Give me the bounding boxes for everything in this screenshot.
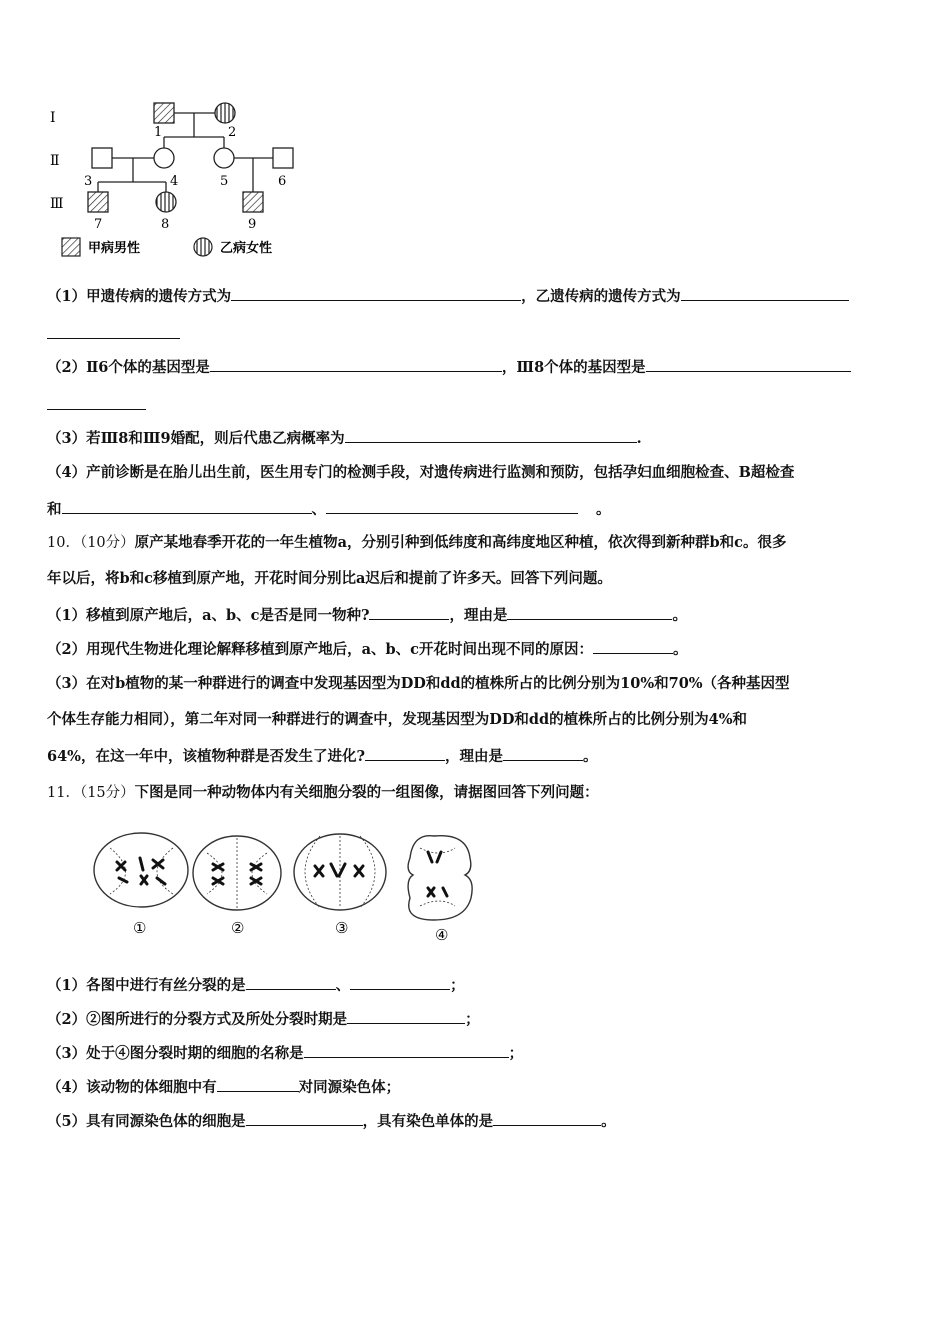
individual-6	[273, 148, 293, 168]
answer-blank[interactable]	[304, 1043, 509, 1058]
answer-blank[interactable]	[365, 746, 445, 761]
individual-number: 4	[170, 174, 179, 189]
cell-label: ①	[133, 919, 147, 937]
q11-part1: （1）各图中进行有丝分裂的是 、 ；	[47, 977, 465, 994]
answer-blank[interactable]	[593, 639, 673, 654]
chromosomes-icon	[315, 864, 363, 876]
q9-part4: （4）产前诊断是在胎儿出生前，医生用专门的检测手段，对遗传病进行监测和预防，包括孕妇血细胞检查、B超检查	[47, 464, 795, 481]
individual-number: 5	[220, 174, 229, 189]
cell-division-figures	[85, 828, 495, 946]
gen-label: Ⅲ	[50, 196, 64, 212]
gen-label: Ⅰ	[50, 110, 56, 126]
individual-number: 7	[94, 217, 103, 232]
cell-label: ③	[335, 919, 349, 937]
answer-blank[interactable]	[62, 499, 312, 514]
individual-1	[154, 103, 174, 123]
q9-part1-cont	[47, 324, 180, 345]
q9-part2: （2）Ⅱ6个体的基因型是 ，Ⅲ8个体的基因型是	[47, 357, 851, 378]
individual-9	[243, 192, 263, 212]
cell-4	[408, 836, 472, 920]
q10-part3-cont: 个体生存能力相同），第二年对同一种群进行的调查中，发现基因型为DD和dd的植株所占的比例分别为4%和	[47, 711, 748, 728]
answer-blank[interactable]	[345, 428, 637, 443]
answer-blank[interactable]	[681, 286, 849, 301]
individual-7	[88, 192, 108, 212]
q11-part4: （4）该动物的体细胞中有 对同源染色体；	[47, 1079, 401, 1096]
answer-blank[interactable]	[47, 395, 146, 410]
answer-blank[interactable]	[47, 324, 180, 339]
legend-label: 甲病男性	[88, 241, 141, 256]
cell-label: ②	[231, 919, 245, 937]
answer-blank[interactable]	[347, 1009, 465, 1024]
answer-blank[interactable]	[246, 1111, 363, 1126]
chromosomes-icon	[428, 852, 447, 896]
cell-label: ④	[435, 926, 449, 944]
individual-number: 9	[248, 217, 257, 232]
q11-part3: （3）处于④图分裂时期的细胞的名称是 ；	[47, 1045, 524, 1062]
answer-blank[interactable]	[646, 357, 851, 372]
individual-2	[215, 103, 235, 123]
q9-part1: （1）甲遗传病的遗传方式为 ，乙遗传病的遗传方式为	[47, 286, 849, 307]
individual-5	[214, 148, 234, 168]
legend-male-icon	[62, 238, 80, 256]
individual-number: 6	[278, 174, 287, 189]
individual-number: 8	[161, 217, 170, 232]
individual-8	[156, 192, 176, 212]
answer-blank[interactable]	[246, 975, 336, 990]
answer-blank[interactable]	[493, 1111, 601, 1126]
q10-part3-cont2: 64%，在这一年中，该植物种群是否发生了进化? ，理由是 。	[47, 748, 598, 765]
answer-blank[interactable]	[369, 605, 449, 620]
q10-part2: （2）用现代生物进化理论解释移植到原产地后，a、b、c开花时间出现不同的原因： 。	[47, 641, 688, 658]
q10-part1: （1）移植到原产地后，a、b、c是否是同一物种? ，理由是 。	[47, 607, 687, 624]
q9-part2-cont	[47, 395, 146, 416]
answer-blank[interactable]	[326, 499, 578, 514]
q10-stem: 10．（10分）原产某地春季开花的一年生植物a，分别引种到低纬度和高纬度地区种植，依次得到新种群b和c。很多	[47, 534, 787, 551]
individual-number: 1	[154, 125, 163, 140]
q11-part2: （2）②图所进行的分裂方式及所处分裂时期是 ；	[47, 1011, 480, 1028]
individual-number: 2	[228, 125, 237, 140]
q9-part3: （3）若Ⅲ8和Ⅲ9婚配，则后代患乙病概率为 .	[47, 430, 642, 447]
answer-blank[interactable]	[231, 286, 521, 301]
answer-blank[interactable]	[350, 975, 450, 990]
gen-label: Ⅱ	[50, 153, 60, 169]
q10-stem-cont: 年以后，将b和c移植到原产地，开花时间分别比a迟后和提前了许多天。回答下列问题。	[47, 570, 612, 587]
answer-blank[interactable]	[503, 746, 583, 761]
answer-blank[interactable]	[210, 357, 502, 372]
q11-stem: 11．（15分）下图是同一种动物体内有关细胞分裂的一组图像，请据图回答下列问题：	[47, 784, 599, 801]
q10-part3: （3）在对b植物的某一种群进行的调查中发现基因型为DD和dd的植株所占的比例分别为10%和70%（各种基因型	[47, 675, 790, 692]
q11-part5: （5）具有同源染色体的细胞是 ，具有染色单体的是 。	[47, 1113, 616, 1130]
pedigree-chart	[40, 92, 310, 262]
legend-label: 乙病女性	[220, 241, 273, 256]
legend-female-icon	[194, 238, 212, 256]
answer-blank[interactable]	[507, 605, 672, 620]
q9-part4-cont: 和 、 。	[47, 501, 611, 518]
answer-blank[interactable]	[217, 1077, 299, 1092]
chromosomes-icon	[117, 858, 165, 884]
individual-number: 3	[84, 174, 93, 189]
individual-3	[92, 148, 112, 168]
cell-1	[94, 833, 188, 907]
individual-4	[154, 148, 174, 168]
